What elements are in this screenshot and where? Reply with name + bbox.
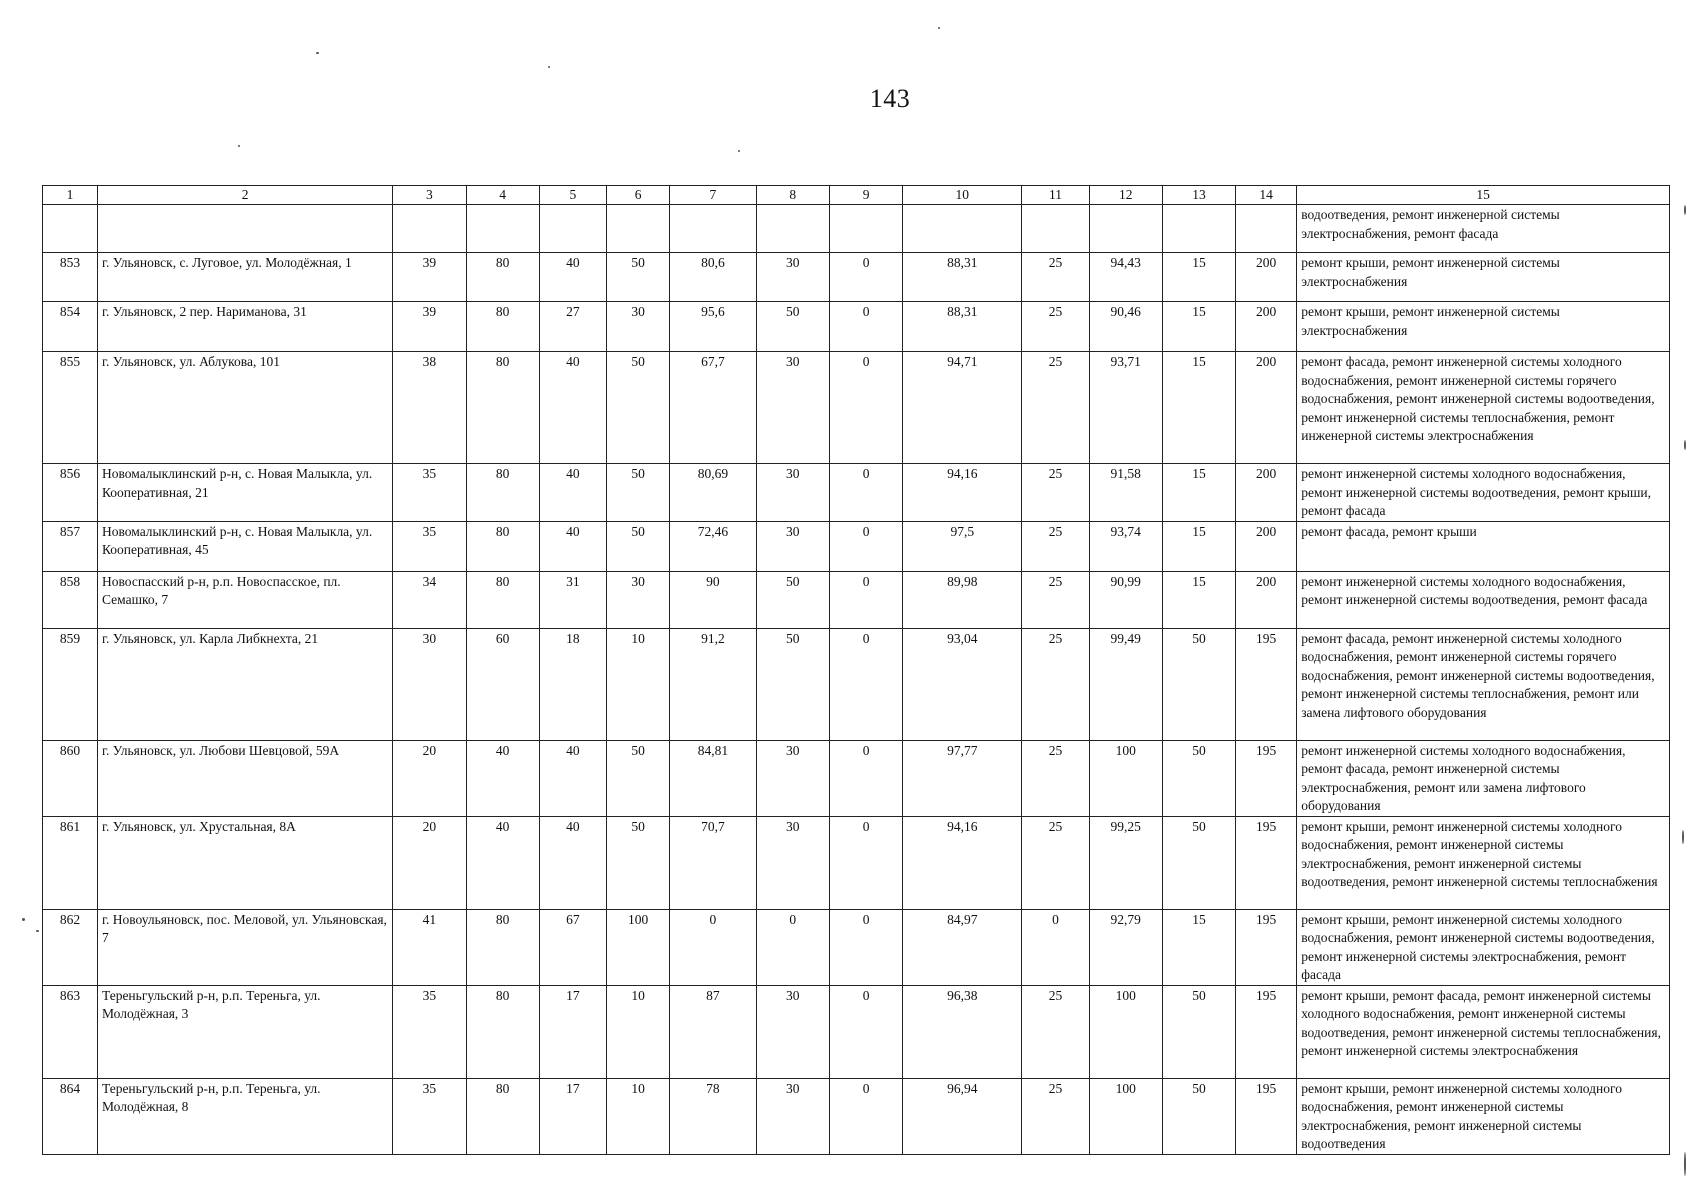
value-cell: 78: [670, 1078, 757, 1154]
value-cell: 200: [1236, 464, 1297, 522]
col-header: 2: [97, 186, 392, 205]
value-cell: 0: [829, 740, 902, 816]
table-row: [43, 205, 1670, 253]
table-row: [43, 464, 1670, 522]
row-number: 857: [43, 521, 98, 571]
value-cell: 25: [1022, 1078, 1089, 1154]
address-cell: Новомалыклинский р-н, с. Новая Малыкла, ул. Кооперативная, 21: [97, 464, 392, 522]
value-cell: [466, 205, 539, 253]
value-cell: 0: [829, 816, 902, 909]
row-number: 861: [43, 816, 98, 909]
row-number: 854: [43, 302, 98, 352]
value-cell: 18: [539, 628, 606, 740]
value-cell: 97,77: [903, 740, 1022, 816]
value-cell: 80: [466, 571, 539, 628]
column-number-row: [43, 186, 1670, 205]
value-cell: 40: [539, 464, 606, 522]
value-cell: 88,31: [903, 302, 1022, 352]
value-cell: 80,6: [670, 253, 757, 302]
value-cell: 84,97: [903, 909, 1022, 985]
col-header: 15: [1297, 186, 1670, 205]
value-cell: 50: [607, 816, 670, 909]
value-cell: 100: [1089, 1078, 1162, 1154]
value-cell: 200: [1236, 352, 1297, 464]
value-cell: 99,25: [1089, 816, 1162, 909]
address-cell: г. Ульяновск, ул. Любови Шевцовой, 59А: [97, 740, 392, 816]
table-row: [43, 985, 1670, 1078]
repair-works-cell: ремонт крыши, ремонт инженерной системы холодного водоснабжения, ремонт инженерной системы водоотведения, ремонт инженерной системы электроснабжения, ремонт фасада: [1297, 909, 1670, 985]
value-cell: 35: [393, 985, 466, 1078]
address-cell: г. Новоульяновск, пос. Меловой, ул. Ульяновская, 7: [97, 909, 392, 985]
value-cell: 39: [393, 302, 466, 352]
value-cell: 25: [1022, 628, 1089, 740]
value-cell: 60: [466, 628, 539, 740]
col-header: 7: [670, 186, 757, 205]
value-cell: 25: [1022, 521, 1089, 571]
value-cell: [1022, 205, 1089, 253]
value-cell: 38: [393, 352, 466, 464]
value-cell: 30: [756, 253, 829, 302]
value-cell: 67,7: [670, 352, 757, 464]
value-cell: 17: [539, 1078, 606, 1154]
value-cell: 50: [1162, 628, 1235, 740]
value-cell: 30: [607, 302, 670, 352]
col-header: 14: [1236, 186, 1297, 205]
repair-works-cell: ремонт фасада, ремонт инженерной системы холодного водоснабжения, ремонт инженерной системы горячего водоснабжения, ремонт инженерной системы водоотведения, ремонт инженерной системы теплоснабжения, ремонт инженерной системы электроснабжения: [1297, 352, 1670, 464]
value-cell: 90: [670, 571, 757, 628]
address-cell: Тереньгульский р-н, р.п. Тереньга, ул. Молодёжная, 8: [97, 1078, 392, 1154]
value-cell: [607, 205, 670, 253]
table-row: [43, 628, 1670, 740]
col-header: 11: [1022, 186, 1089, 205]
value-cell: 10: [607, 1078, 670, 1154]
address-cell: г. Ульяновск, ул. Хрустальная, 8А: [97, 816, 392, 909]
row-number: 859: [43, 628, 98, 740]
scan-speck: [548, 66, 550, 68]
table-row: [43, 571, 1670, 628]
value-cell: 80: [466, 985, 539, 1078]
value-cell: 94,71: [903, 352, 1022, 464]
value-cell: 50: [607, 521, 670, 571]
value-cell: 25: [1022, 352, 1089, 464]
page-number: 143: [869, 84, 911, 113]
value-cell: 0: [670, 909, 757, 985]
row-number: 856: [43, 464, 98, 522]
value-cell: 80: [466, 464, 539, 522]
table-row: [43, 816, 1670, 909]
value-cell: 27: [539, 302, 606, 352]
address-cell: г. Ульяновск, 2 пер. Нариманова, 31: [97, 302, 392, 352]
value-cell: 195: [1236, 628, 1297, 740]
table-row: [43, 740, 1670, 816]
value-cell: 195: [1236, 1078, 1297, 1154]
repair-works-cell: ремонт крыши, ремонт инженерной системы холодного водоснабжения, ремонт инженерной системы электроснабжения, ремонт инженерной системы водоотведения: [1297, 1078, 1670, 1154]
col-header: 9: [829, 186, 902, 205]
value-cell: 30: [607, 571, 670, 628]
value-cell: 17: [539, 985, 606, 1078]
repair-works-cell: ремонт инженерной системы холодного водоснабжения, ремонт инженерной системы водоотведения, ремонт фасада: [1297, 571, 1670, 628]
value-cell: 25: [1022, 302, 1089, 352]
value-cell: 40: [539, 740, 606, 816]
value-cell: [756, 205, 829, 253]
value-cell: 35: [393, 521, 466, 571]
repair-works-cell: ремонт крыши, ремонт инженерной системы электроснабжения: [1297, 302, 1670, 352]
value-cell: 99,49: [1089, 628, 1162, 740]
value-cell: 80: [466, 909, 539, 985]
scan-speck: [22, 918, 25, 921]
value-cell: 40: [466, 816, 539, 909]
value-cell: 30: [756, 521, 829, 571]
col-header: 5: [539, 186, 606, 205]
value-cell: 200: [1236, 571, 1297, 628]
value-cell: 80: [466, 352, 539, 464]
scan-speck: [1684, 205, 1686, 215]
value-cell: [1162, 205, 1235, 253]
value-cell: 91,2: [670, 628, 757, 740]
value-cell: 20: [393, 816, 466, 909]
row-number: 864: [43, 1078, 98, 1154]
value-cell: 15: [1162, 302, 1235, 352]
value-cell: [1236, 205, 1297, 253]
table-row: [43, 302, 1670, 352]
value-cell: 93,71: [1089, 352, 1162, 464]
value-cell: 80: [466, 521, 539, 571]
value-cell: 0: [829, 352, 902, 464]
repair-works-cell: ремонт фасада, ремонт крыши: [1297, 521, 1670, 571]
value-cell: 195: [1236, 909, 1297, 985]
value-cell: 35: [393, 1078, 466, 1154]
row-number: [43, 205, 98, 253]
repair-works-cell: ремонт крыши, ремонт инженерной системы электроснабжения: [1297, 253, 1670, 302]
value-cell: 100: [607, 909, 670, 985]
value-cell: 95,6: [670, 302, 757, 352]
row-number: 862: [43, 909, 98, 985]
value-cell: 35: [393, 464, 466, 522]
repair-works-cell: ремонт инженерной системы холодного водоснабжения, ремонт инженерной системы водоотведения, ремонт крыши, ремонт фасада: [1297, 464, 1670, 522]
value-cell: 100: [1089, 740, 1162, 816]
value-cell: 0: [829, 1078, 902, 1154]
value-cell: 94,16: [903, 816, 1022, 909]
repair-works-cell: ремонт крыши, ремонт инженерной системы холодного водоснабжения, ремонт инженерной системы электроснабжения, ремонт инженерной системы водоотведения, ремонт инженерной системы теплоснабжения: [1297, 816, 1670, 909]
col-header: 3: [393, 186, 466, 205]
value-cell: 89,98: [903, 571, 1022, 628]
value-cell: 40: [539, 352, 606, 464]
value-cell: 30: [756, 1078, 829, 1154]
col-header: 8: [756, 186, 829, 205]
scan-speck: [938, 27, 940, 29]
value-cell: 92,79: [1089, 909, 1162, 985]
value-cell: 195: [1236, 740, 1297, 816]
scan-speck: [316, 52, 319, 54]
value-cell: 15: [1162, 571, 1235, 628]
table-row: [43, 352, 1670, 464]
value-cell: 50: [756, 571, 829, 628]
value-cell: 30: [756, 985, 829, 1078]
scan-speck: [238, 145, 240, 147]
row-number: 863: [43, 985, 98, 1078]
table-row: [43, 253, 1670, 302]
address-cell: Тереньгульский р-н, р.п. Тереньга, ул. Молодёжная, 3: [97, 985, 392, 1078]
value-cell: 0: [829, 253, 902, 302]
value-cell: 0: [829, 571, 902, 628]
value-cell: 34: [393, 571, 466, 628]
table-row: [43, 909, 1670, 985]
value-cell: 94,43: [1089, 253, 1162, 302]
value-cell: 94,16: [903, 464, 1022, 522]
value-cell: 25: [1022, 464, 1089, 522]
scan-speck: [1684, 440, 1686, 450]
value-cell: 30: [393, 628, 466, 740]
value-cell: 40: [539, 253, 606, 302]
value-cell: 80: [466, 1078, 539, 1154]
address-cell: г. Ульяновск, с. Луговое, ул. Молодёжная, 1: [97, 253, 392, 302]
value-cell: 50: [1162, 985, 1235, 1078]
value-cell: 84,81: [670, 740, 757, 816]
value-cell: 50: [607, 740, 670, 816]
table-row: [43, 521, 1670, 571]
value-cell: 41: [393, 909, 466, 985]
value-cell: 50: [756, 628, 829, 740]
value-cell: 93,04: [903, 628, 1022, 740]
value-cell: 25: [1022, 985, 1089, 1078]
repair-works-cell: ремонт фасада, ремонт инженерной системы холодного водоснабжения, ремонт инженерной системы горячего водоснабжения, ремонт инженерной системы водоотведения, ремонт инженерной системы теплоснабжения, ремонт или замена лифтового оборудования: [1297, 628, 1670, 740]
value-cell: 30: [756, 352, 829, 464]
address-cell: г. Ульяновск, ул. Карла Либкнехта, 21: [97, 628, 392, 740]
value-cell: 50: [607, 352, 670, 464]
value-cell: 40: [466, 740, 539, 816]
col-header: 6: [607, 186, 670, 205]
value-cell: 30: [756, 816, 829, 909]
value-cell: 40: [539, 521, 606, 571]
col-header: 13: [1162, 186, 1235, 205]
value-cell: [393, 205, 466, 253]
value-cell: 195: [1236, 816, 1297, 909]
address-cell: [97, 205, 392, 253]
value-cell: 195: [1236, 985, 1297, 1078]
value-cell: 72,46: [670, 521, 757, 571]
value-cell: 0: [829, 985, 902, 1078]
value-cell: 50: [756, 302, 829, 352]
value-cell: 91,58: [1089, 464, 1162, 522]
value-cell: 97,5: [903, 521, 1022, 571]
repair-works-cell: водоотведения, ремонт инженерной системы электроснабжения, ремонт фасада: [1297, 205, 1670, 253]
value-cell: 93,74: [1089, 521, 1162, 571]
repair-works-cell: ремонт инженерной системы холодного водоснабжения, ремонт фасада, ремонт инженерной системы электроснабжения, ремонт или замена лифтового оборудования: [1297, 740, 1670, 816]
value-cell: 20: [393, 740, 466, 816]
value-cell: 15: [1162, 253, 1235, 302]
row-number: 858: [43, 571, 98, 628]
address-cell: Новоспасский р-н, р.п. Новоспасское, пл. Семашко, 7: [97, 571, 392, 628]
col-header: 10: [903, 186, 1022, 205]
value-cell: 96,94: [903, 1078, 1022, 1154]
value-cell: [1089, 205, 1162, 253]
value-cell: 15: [1162, 352, 1235, 464]
value-cell: 25: [1022, 253, 1089, 302]
value-cell: 25: [1022, 571, 1089, 628]
value-cell: 10: [607, 628, 670, 740]
repair-register-table: [42, 185, 1670, 1155]
scan-speck: [738, 150, 740, 152]
col-header: 4: [466, 186, 539, 205]
value-cell: 90,46: [1089, 302, 1162, 352]
value-cell: 200: [1236, 253, 1297, 302]
table-row: [43, 1078, 1670, 1154]
row-number: 860: [43, 740, 98, 816]
value-cell: 88,31: [903, 253, 1022, 302]
value-cell: 200: [1236, 521, 1297, 571]
value-cell: 67: [539, 909, 606, 985]
value-cell: 50: [1162, 740, 1235, 816]
value-cell: [829, 205, 902, 253]
col-header: 12: [1089, 186, 1162, 205]
value-cell: 80: [466, 302, 539, 352]
value-cell: [539, 205, 606, 253]
scan-speck: [1684, 1152, 1686, 1176]
address-cell: Новомалыклинский р-н, с. Новая Малыкла, ул. Кооперативная, 45: [97, 521, 392, 571]
value-cell: 96,38: [903, 985, 1022, 1078]
value-cell: 0: [756, 909, 829, 985]
row-number: 855: [43, 352, 98, 464]
value-cell: 80,69: [670, 464, 757, 522]
value-cell: 40: [539, 816, 606, 909]
value-cell: 50: [607, 464, 670, 522]
value-cell: 70,7: [670, 816, 757, 909]
value-cell: 50: [1162, 1078, 1235, 1154]
col-header: 1: [43, 186, 98, 205]
value-cell: 87: [670, 985, 757, 1078]
value-cell: 30: [756, 740, 829, 816]
value-cell: 0: [829, 521, 902, 571]
address-cell: г. Ульяновск, ул. Аблукова, 101: [97, 352, 392, 464]
value-cell: [670, 205, 757, 253]
scan-speck: [1682, 830, 1684, 844]
value-cell: 80: [466, 253, 539, 302]
value-cell: 0: [1022, 909, 1089, 985]
repair-works-cell: ремонт крыши, ремонт фасада, ремонт инженерной системы холодного водоснабжения, ремонт инженерной системы водоотведения, ремонт инженерной системы теплоснабжения, ремонт инженерной системы электроснабжения: [1297, 985, 1670, 1078]
value-cell: 100: [1089, 985, 1162, 1078]
value-cell: 39: [393, 253, 466, 302]
scan-speck: [36, 930, 39, 932]
value-cell: 25: [1022, 816, 1089, 909]
value-cell: 0: [829, 909, 902, 985]
value-cell: 0: [829, 464, 902, 522]
value-cell: 15: [1162, 521, 1235, 571]
value-cell: 15: [1162, 909, 1235, 985]
value-cell: 30: [756, 464, 829, 522]
value-cell: 90,99: [1089, 571, 1162, 628]
value-cell: 0: [829, 628, 902, 740]
value-cell: [903, 205, 1022, 253]
value-cell: 200: [1236, 302, 1297, 352]
value-cell: 31: [539, 571, 606, 628]
value-cell: 50: [1162, 816, 1235, 909]
row-number: 853: [43, 253, 98, 302]
value-cell: 25: [1022, 740, 1089, 816]
value-cell: 0: [829, 302, 902, 352]
value-cell: 10: [607, 985, 670, 1078]
value-cell: 50: [607, 253, 670, 302]
value-cell: 15: [1162, 464, 1235, 522]
